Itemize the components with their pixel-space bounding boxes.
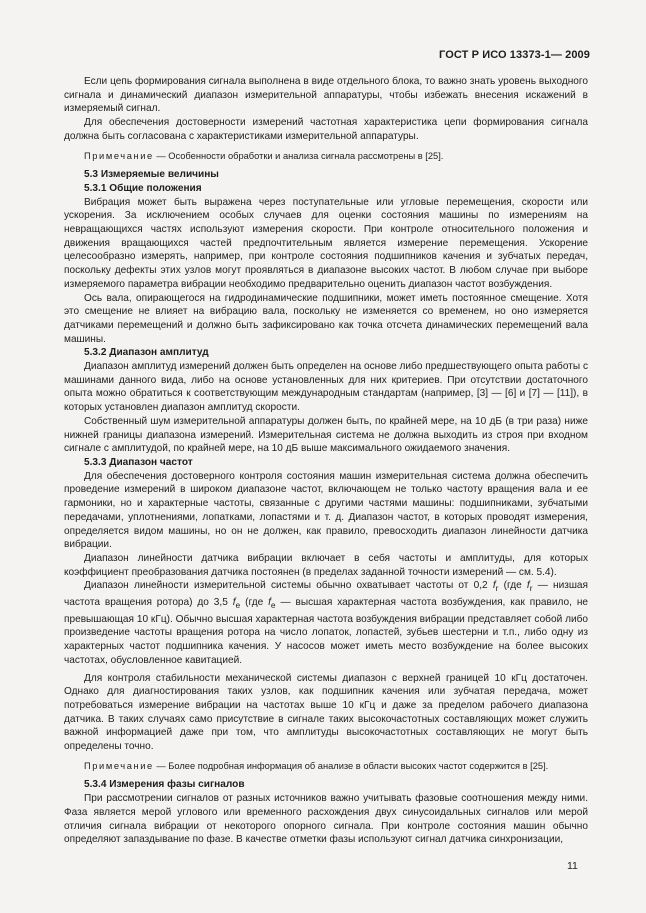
paragraph — [64, 579, 588, 667]
paragraph: Диапазон амплитуд измерений должен быть определен на основе либо предшествующего опыта работы с машинами данного вида, либо на основе установленных для них критериев. При отсутствии достаточного опыта можно обратиться к соответствующим международным стандартам (например, [3] — [6] и [7] — [11]), в которых установлен диапазон амплитуд скорости. — [64, 361, 588, 414]
subsection-heading: 5.3.3 Диапазон частот — [84, 456, 193, 468]
text-run: — высшая характерная частота возбуждения, как правило, не превышающая 10 кГц). Обычно высшая характерная частота возбуждения вибрации представляет собой либо произведение частоты вращения ротора на число лопаток, лопастей, зубьев шестерни и т.п., либо одну из характерных частот подшипника качения. У насосов может иметь место возбуждение на более высоких частотах, обусловленное кавитацией. — [64, 597, 589, 666]
text-run: (где — [498, 580, 527, 592]
note-text: — Более подробная информация об анализе в области высоких частот содержится в [25]. — [153, 760, 549, 771]
subsection-heading: 5.3.4 Измерения фазы сигналов — [84, 779, 245, 791]
document-header: ГОСТ Р ИСО 13373-1— 2009 — [439, 49, 590, 61]
paragraph: Ось вала, опирающегося на гидродинамические подшипники, может иметь постоянное смещение. Хотя это смещение не влияет на вибрацию вала, поскольку не изменяется со временем, но оно измеряется датчиками перемещений и должно быть зафиксировано как точка отсчета динамических перемещений вала машины. — [64, 292, 588, 345]
document-body — [64, 75, 588, 847]
text-run: (где — [240, 597, 269, 609]
paragraph: Диапазон линейности датчика вибрации включает в себя частоты и амплитуды, для которых коэффициент преобразования датчика постоянен (в пределах заданной точности измерений — см. 5.4). — [64, 552, 588, 578]
symbol: f — [526, 580, 530, 592]
subscript: r — [529, 583, 533, 594]
section-heading: 5.3 Измеряемые величины — [84, 169, 219, 181]
paragraph: Если цепь формирования сигнала выполнена в виде отдельного блока, то важно знать уровень выходного сигнала и динамический диапазон измерительной аппаратуры, чтобы избежать внесения искажений в измеряемый сигнал. — [64, 76, 588, 115]
note-text: — Особенности обработки и анализа сигнала рассмотрены в [25]. — [153, 150, 444, 161]
note — [64, 760, 588, 774]
paragraph: Собственный шум измерительной аппаратуры должен быть, по крайней мере, на 10 дБ (в три раза) ниже нижней границы диапазона измерений. Измерительная система не должна выходить из строя при входном сигнале с амплитудой, по крайней мере, на 10 дБ выше максимального ожидаемого значения. — [64, 415, 588, 455]
subscript: r — [495, 583, 499, 594]
paragraph: Вибрация может быть выражена через поступательные или угловые перемещения, скорости или ускорения. За исключением особых случаев для оценки состояния машины по измерениям на невращающихся частях используют измерения скорости. При контроле относительного положения и движения вращающихся частей предпочтительным является измерение перемещения. Ускорение целесообразно измерять, например, при контроле состояния подшипников качения и зубчатых передач, поскольку дефекты этих узлов могут проявляться в диапазоне высоких частот. В любом случае при выборе измеряемого параметра вибрации необходимо предварительно оценить диапазон частот возбуждения. — [64, 196, 588, 290]
paragraph: Для контроля стабильности механической системы диапазон с верхней границей 10 кГц достаточен. Однако для диагностирования таких узлов, как подшипник качения или зубчатая передача, может потребоваться измерение вибрации на частотах выше 10 кГц и даже за пределом рабочего диапазона датчика. В таких случаях само присутствие в сигнале таких высокочастотных составляющих может служить важной информацией даже при том, что амплитуды высокочастотных составляющих не могут быть определены точно. — [64, 672, 588, 753]
paragraph: Для обеспечения достоверного контроля состояния машин измерительная система должна обеспечить проведение измерений в широком диапазоне частот, включающем не только частоту вращения вала и ее гармоники, но и характерные частоты, связанные с другими частями машины: подшипниками, зубчатыми передачами, уплотнениями, лопатками, лопастями и т. д. Диапазон частот, в которых проводят измерения, определяется видом машины, но он не должен, как правило, превосходить диапазон линейности датчика вибрации. — [64, 470, 588, 551]
subscript: e — [270, 600, 276, 611]
note-label: Примечание — [84, 150, 154, 161]
paragraph: При рассмотрении сигналов от разных источников важно учитывать фазовые соотношения между ними. Фаза является мерой углового или временного расхождения двух синусоидальных сигналов или мерой отличия сигнала вибрации от некоторого опорного сигнала. При контроле состояния машин обычно определяют запаздывание по фазе. В качестве отметки фазы используют сигнал датчика синхронизации, — [64, 793, 588, 846]
text-run: Диапазон линейности измерительной системы обычно охватывает частоты от 0,2 — [84, 580, 493, 592]
subsection-heading: 5.3.1 Общие положения — [84, 182, 202, 194]
text-run: — низшая частота вращения ротора) до 3,5 — [64, 580, 589, 609]
note-label: Примечание — [84, 760, 154, 771]
subsection-heading: 5.3.2 Диапазон амплитуд — [84, 347, 209, 359]
symbol: f — [232, 597, 236, 609]
symbol: f — [268, 597, 271, 609]
paragraph: Для обеспечения достоверности измерений частотная характеристика цепи формирования сигнала должна быть согласована с характеристиками измерительной аппаратуры. — [64, 117, 588, 142]
subscript: e — [235, 600, 241, 611]
page-number: 11 — [567, 860, 578, 872]
symbol: f — [492, 580, 496, 592]
note — [64, 150, 588, 164]
